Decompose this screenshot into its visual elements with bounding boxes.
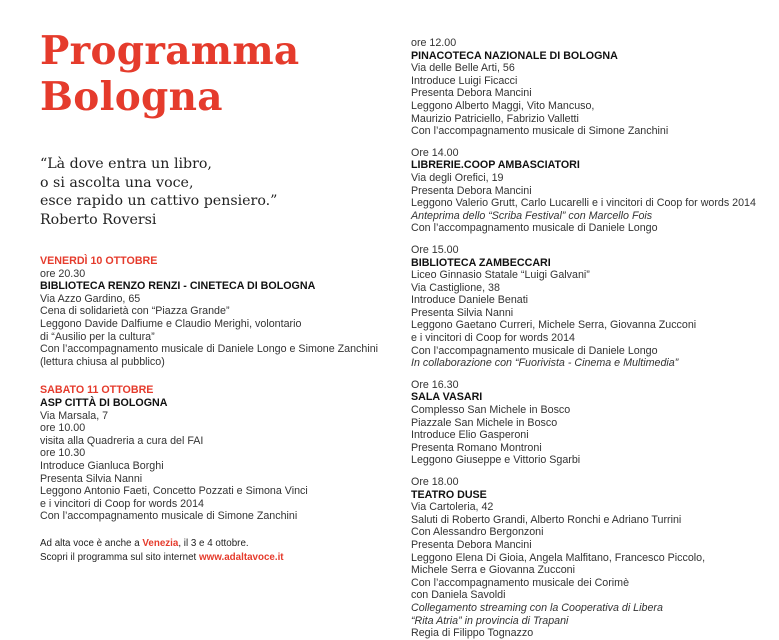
footer-text: Scopri il programma sul sito internet — [40, 552, 199, 563]
event-line-italic: “Rita Atria” in provincia di Trapani — [411, 614, 569, 627]
quote-block — [40, 155, 277, 229]
event-line: Complesso San Michele in Bosco — [411, 404, 571, 417]
event-date: SABATO 11 OTTOBRE — [40, 384, 154, 397]
footer-line-1 — [40, 537, 284, 551]
footer-city: Venezia — [142, 538, 179, 549]
event-line: Maurizio Patriciello, Fabrizio Valletti — [411, 112, 579, 125]
event-line: Presenta Debora Mancini — [411, 184, 532, 197]
event-line: Leggono Elena Di Gioia, Angela Malfitano, Francesco Piccolo, — [411, 551, 706, 564]
event-biblioteca-zambeccari — [411, 244, 761, 370]
event-librerie-coop — [411, 147, 761, 235]
event-venue: BIBLIOTECA RENZO RENZI - CINETECA DI BOLOGNA — [40, 280, 316, 293]
event-line: Leggono Alberto Maggi, Vito Mancuso, — [411, 99, 595, 112]
event-line: Cena di solidarietà con “Piazza Grande” — [40, 305, 230, 318]
event-line: Via degli Orefici, 19 — [411, 171, 504, 184]
event-line: Con l’accompagnamento musicale di Daniele Longo e Simone Zanchini — [40, 343, 379, 356]
event-line-italic: Collegamento streaming con la Cooperativa di Libera — [411, 601, 663, 614]
event-time: Ore 15.00 — [411, 243, 459, 256]
event-line: Piazzale San Michele in Bosco — [411, 416, 558, 429]
event-venue: BIBLIOTECA ZAMBECCARI — [411, 256, 551, 269]
left-column — [40, 255, 379, 523]
event-teatro-duse — [411, 476, 761, 640]
event-line: Leggono Antonio Faeti, Concetto Pozzati e Simona Vinci — [40, 485, 308, 498]
event-line: Presenta Debora Mancini — [411, 538, 532, 551]
event-time: Ore 16.30 — [411, 378, 459, 391]
quote-author: Roberto Roversi — [40, 211, 157, 228]
footer-text: Ad alta voce è anche a — [40, 538, 143, 549]
event-line: Presenta Debora Mancini — [411, 87, 532, 100]
event-date: VENERDÌ 10 OTTOBRE — [40, 255, 158, 267]
event-line: Introduce Elio Gasperoni — [411, 429, 529, 442]
event-line: Liceo Ginnasio Statale “Luigi Galvani” — [411, 269, 590, 282]
title-line-2: Bologna — [40, 74, 223, 120]
event-sala-vasari — [411, 379, 761, 467]
quote-line-3: esce rapido un cattivo pensiero.” — [40, 193, 278, 209]
event-time: Ore 14.00 — [411, 146, 459, 159]
event-venue: TEATRO DUSE — [411, 488, 487, 501]
event-line: Introduce Gianluca Borghi — [40, 459, 164, 472]
event-line: Via delle Belle Arti, 56 — [411, 62, 515, 75]
footer-line-2 — [40, 551, 284, 565]
footer-note — [40, 537, 284, 565]
quote-line-2: o si ascolta una voce, — [40, 174, 194, 191]
event-time: Ore 18.00 — [411, 476, 459, 488]
event-line-italic: Anteprima dello “Scriba Festival” con Marcello Fois — [411, 209, 653, 222]
event-line: Presenta Silvia Nanni — [411, 306, 514, 319]
event-line: Con l’accompagnamento musicale di Daniele Longo — [411, 222, 658, 235]
event-line: con Daniela Savoldi — [411, 589, 506, 602]
event-line: Introduce Daniele Benati — [411, 294, 529, 307]
footer-text: , il 3 e 4 ottobre. — [178, 538, 249, 549]
event-venue: SALA VASARI — [411, 391, 483, 404]
event-line: Saluti di Roberto Grandi, Alberto Ronchi e Adriano Turrini — [411, 513, 682, 526]
event-line: Con l’accompagnamento musicale di Daniele Longo — [411, 344, 658, 357]
event-line: Con Alessandro Bergonzoni — [411, 526, 544, 539]
right-column — [411, 37, 761, 640]
event-venue: LIBRERIE.COOP AMBASCIATORI — [411, 159, 580, 172]
event-line: Via Castiglione, 38 — [411, 281, 500, 294]
event-line: Con l’accompagnamento musicale dei Corimè — [411, 576, 630, 589]
event-pinacoteca — [411, 37, 761, 138]
event-line: (lettura chiusa al pubblico) — [40, 355, 165, 368]
event-line-italic: In collaborazione con “Fuorivista - Cinema e Multimedia” — [411, 357, 679, 370]
quote-line-1: “Là dove entra un libro, — [40, 156, 212, 172]
event-line: Via Cartoleria, 42 — [411, 501, 494, 514]
event-line: Con l’accompagnamento musicale di Simone Zanchini — [40, 510, 298, 523]
event-line: e i vincitori di Coop for words 2014 — [40, 497, 204, 510]
event-line: di “Ausilio per la cultura” — [40, 330, 155, 343]
event-line: Introduce Luigi Ficacci — [411, 74, 518, 87]
event-line: Via Azzo Gardino, 65 — [40, 292, 141, 305]
event-line: Leggono Davide Dalfiume e Claudio Merighi, volontario — [40, 317, 302, 330]
event-line: Leggono Giuseppe e Vittorio Sgarbi — [411, 454, 581, 467]
event-venue: ASP CITTÀ DI BOLOGNA — [40, 396, 168, 409]
event-line: Leggono Valerio Grutt, Carlo Lucarelli e i vincitori di Coop for words 2014 — [411, 197, 756, 210]
event-line: visita alla Quadreria a cura del FAI — [40, 434, 204, 447]
footer-website-link[interactable]: www.adaltavoce.it — [199, 552, 284, 563]
title-line-1: Programma — [40, 28, 300, 74]
event-line: ore 10.00 — [40, 422, 86, 435]
event-line: Con l’accompagnamento musicale di Simone Zanchini — [411, 125, 669, 138]
event-line: Presenta Romano Montroni — [411, 441, 542, 454]
event-friday — [40, 255, 379, 368]
event-line: e i vincitori di Coop for words 2014 — [411, 332, 575, 345]
event-line: Presenta Silvia Nanni — [40, 472, 143, 485]
event-saturday — [40, 384, 360, 523]
event-venue: PINACOTECA NAZIONALE DI BOLOGNA — [411, 49, 618, 62]
event-line: ore 10.30 — [40, 447, 86, 460]
event-line: Leggono Gaetano Curreri, Michele Serra, Giovanna Zucconi — [411, 319, 697, 332]
event-line: Via Marsala, 7 — [40, 409, 109, 422]
event-time: ore 12.00 — [411, 37, 457, 49]
event-time: ore 20.30 — [40, 267, 86, 280]
event-line: Michele Serra e Giovanna Zucconi — [411, 564, 575, 577]
page-title — [40, 28, 299, 120]
event-line: Regia di Filippo Tognazzo — [411, 627, 534, 640]
